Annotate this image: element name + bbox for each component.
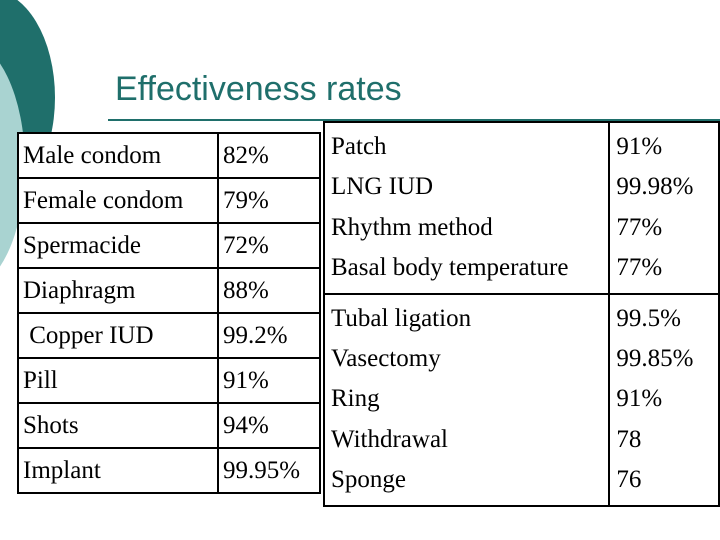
- method-name: Pill: [18, 358, 218, 403]
- table-row: [18, 178, 320, 223]
- left-effectiveness-table: [17, 132, 321, 494]
- method-rate: 99.98%: [616, 173, 694, 201]
- table-row: [18, 313, 320, 358]
- table-row: [324, 122, 719, 294]
- method-name: Patch: [331, 133, 387, 160]
- method-rate: 91%: [218, 358, 320, 403]
- method-name: Rhythm method: [331, 213, 493, 241]
- table-row: [18, 403, 320, 448]
- slide-title: Effectiveness rates: [115, 70, 402, 108]
- method-name: Tubal ligation: [331, 304, 472, 332]
- method-name: Implant: [18, 448, 218, 493]
- method-rate: 91%: [616, 133, 663, 160]
- method-name: Ring: [331, 385, 380, 413]
- method-rate: 99.2%: [218, 313, 320, 358]
- method-name: LNG IUD: [331, 173, 434, 201]
- right-effectiveness-table: [323, 121, 720, 507]
- method-name: Shots: [18, 403, 218, 448]
- method-name: Male condom: [18, 133, 218, 178]
- method-name: Withdrawal: [331, 425, 449, 453]
- method-rate: 82%: [218, 133, 320, 178]
- method-rate: 94%: [218, 403, 320, 448]
- table-row: [18, 358, 320, 403]
- method-rates-cell: [609, 122, 719, 294]
- method-rate: 91%: [616, 385, 663, 413]
- method-name: Diaphragm: [18, 268, 218, 313]
- method-rate: 99.85%: [616, 345, 694, 373]
- method-name: Female condom: [18, 178, 218, 223]
- method-name: Vasectomy: [331, 345, 441, 373]
- method-rate: 99.5%: [616, 304, 681, 332]
- method-name: Basal body temperature: [331, 254, 569, 282]
- method-names-cell: [324, 294, 609, 506]
- method-name: Copper IUD: [18, 313, 218, 358]
- method-rates-cell: [609, 294, 719, 506]
- method-name: Spermacide: [18, 223, 218, 268]
- method-rate: 77%: [616, 254, 663, 282]
- table-row: [18, 448, 320, 493]
- table-row: [324, 294, 719, 506]
- method-rate: 99.95%: [218, 448, 320, 493]
- table-row: [18, 223, 320, 268]
- method-rate: 78: [616, 425, 642, 453]
- table-row: [18, 268, 320, 313]
- method-rate: 72%: [218, 223, 320, 268]
- method-rate: 79%: [218, 178, 320, 223]
- method-name: Sponge: [331, 466, 406, 494]
- method-rate: 76: [616, 466, 642, 494]
- method-rate: 88%: [218, 268, 320, 313]
- table-row: [18, 133, 320, 178]
- method-rate: 77%: [616, 213, 663, 241]
- method-names-cell: [324, 122, 609, 294]
